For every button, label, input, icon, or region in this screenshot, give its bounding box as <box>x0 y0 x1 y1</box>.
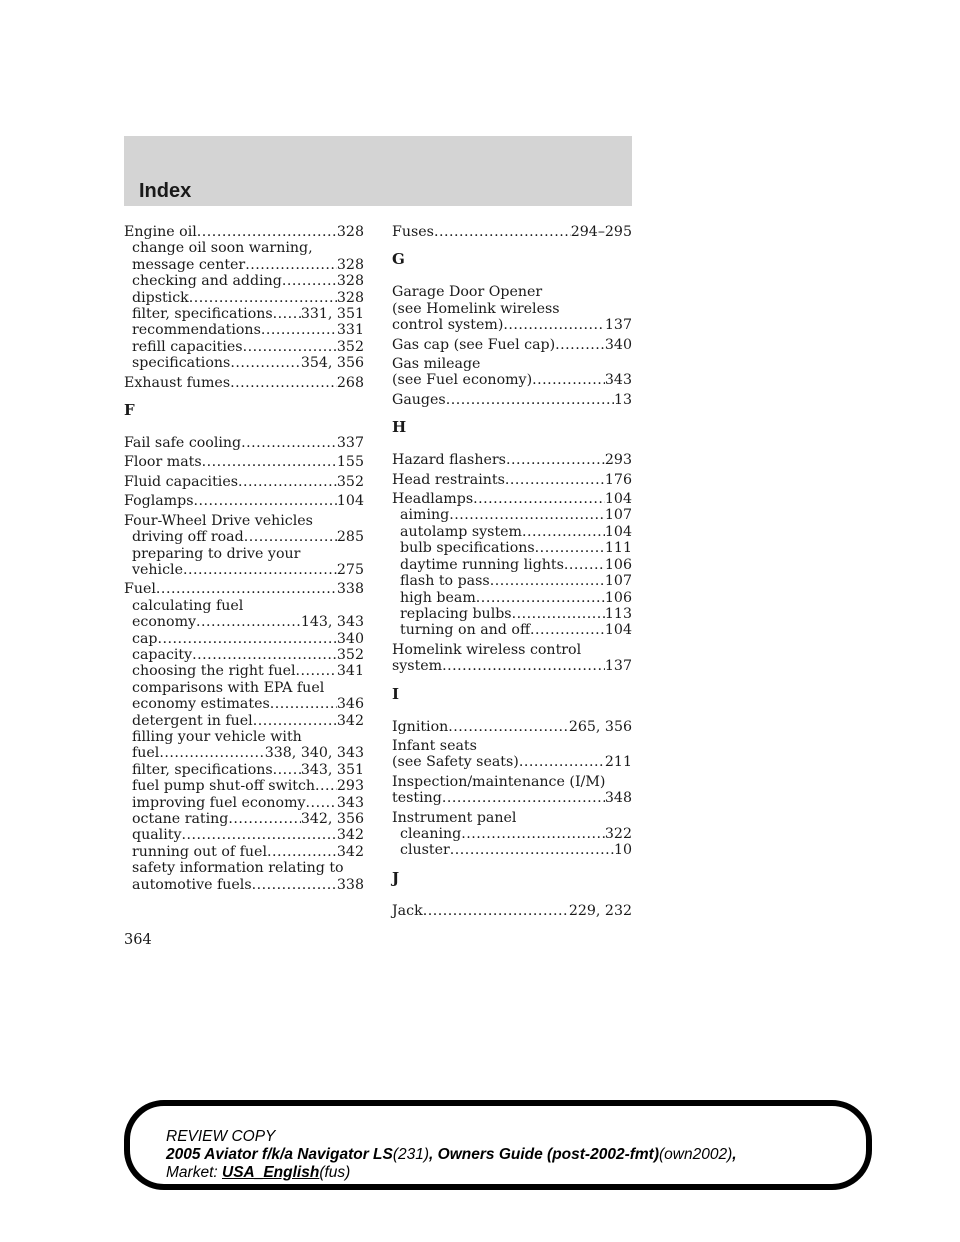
dot-leader <box>282 273 337 289</box>
index-entry <box>124 454 364 470</box>
entry-text: Ignition <box>392 718 449 735</box>
entry-text: Gas mileage <box>392 356 481 373</box>
index-entry-line <box>392 774 632 790</box>
index-entry-line <box>392 452 632 468</box>
dot-leader <box>448 719 569 735</box>
index-entry-line <box>392 337 632 353</box>
page-reference: 107 <box>604 573 632 590</box>
dot-leader <box>450 842 614 858</box>
dot-leader <box>270 696 337 712</box>
dot-leader <box>183 562 337 578</box>
index-entry <box>392 356 632 389</box>
footer-guide-code: (own2002) <box>659 1146 733 1163</box>
entry-text: replacing bulbs <box>400 605 512 622</box>
index-subentry <box>124 257 364 273</box>
entry-text: fuel pump shut-off switch <box>132 778 316 795</box>
dot-leader <box>315 778 337 794</box>
entry-text: Garage Door Opener <box>392 284 543 301</box>
index-subentry <box>124 273 364 289</box>
index-subentry <box>124 631 364 647</box>
index-subentry <box>124 696 364 712</box>
entry-text: Jack <box>392 902 423 919</box>
dot-leader <box>461 826 605 842</box>
entry-text: choosing the right fuel <box>132 663 296 680</box>
page-reference: 104 <box>604 491 632 508</box>
footer-text <box>166 1128 737 1182</box>
dot-leader <box>512 606 605 622</box>
dot-leader <box>189 290 337 306</box>
dot-leader <box>181 827 336 843</box>
dot-leader <box>530 622 605 638</box>
entry-text: turning on and off <box>400 622 531 639</box>
entry-text: driving off road <box>132 529 244 546</box>
footer-market-label: Market: <box>166 1164 218 1181</box>
page-reference: 341 <box>336 663 364 680</box>
page-reference: 338, 340, 343 <box>264 745 364 762</box>
entry-text: Head restraints <box>392 471 505 488</box>
dot-leader <box>196 614 301 630</box>
index-subentry <box>392 606 632 622</box>
dot-leader <box>228 811 300 827</box>
index-entry-line <box>124 224 364 240</box>
entry-text: Fuses <box>392 224 434 240</box>
entry-text: Gauges <box>392 391 446 408</box>
entry-text: cleaning <box>400 825 462 842</box>
index-entry-line <box>124 375 364 391</box>
index-subentry <box>124 529 364 545</box>
index-subentry <box>124 827 364 843</box>
entry-text: aiming <box>400 507 450 524</box>
dot-leader <box>245 257 337 273</box>
section-letter: H <box>392 418 407 437</box>
entry-text: Hazard flashers <box>392 452 506 469</box>
footer-vehicle-code: (231) <box>392 1146 430 1163</box>
dot-leader <box>273 762 301 778</box>
page-reference: 322 <box>604 825 632 842</box>
page-reference: 104 <box>604 622 632 639</box>
index-subentry <box>124 290 364 306</box>
index-entry-line <box>124 493 364 509</box>
entry-text: daytime running lights <box>400 556 564 573</box>
footer-market: USA_English <box>222 1164 320 1181</box>
index-entry <box>124 513 364 579</box>
page-reference: 328 <box>336 224 364 240</box>
index-entry-line <box>392 301 632 317</box>
index-entry <box>392 903 632 919</box>
index-entry <box>124 375 364 391</box>
index-subentry <box>124 762 364 778</box>
entry-text: Gas cap (see Fuel cap) <box>392 336 556 353</box>
index-entry-line <box>392 284 632 300</box>
section-letter: J <box>392 868 400 887</box>
index-entry-line <box>124 513 364 529</box>
index-entry-line <box>124 435 364 451</box>
page-reference: 343 <box>604 372 632 389</box>
entry-text: cap <box>132 630 158 647</box>
dot-leader <box>555 337 605 353</box>
index-entry <box>124 435 364 451</box>
entry-text: dipstick <box>132 289 189 306</box>
entry-text: (see Fuel economy) <box>392 372 533 389</box>
entry-text: system <box>392 658 443 675</box>
index-entry <box>392 719 632 735</box>
entry-text: calculating fuel <box>132 597 244 614</box>
dot-leader <box>158 631 337 647</box>
page-reference: 343 <box>336 794 364 811</box>
index-entry-line <box>392 754 632 770</box>
index-entry-line <box>392 472 632 488</box>
entry-text: autolamp system <box>400 523 523 540</box>
entry-text: change oil soon warning, <box>132 240 313 257</box>
entry-text: quality <box>132 827 182 844</box>
index-subentry <box>124 240 364 256</box>
dot-leader <box>446 392 614 408</box>
index-entry <box>392 642 632 675</box>
dot-leader <box>503 317 605 333</box>
index-subentry <box>124 795 364 811</box>
entry-text: Infant seats <box>392 737 477 754</box>
index-entry-line <box>392 491 632 507</box>
entry-text: filter, specifications <box>132 306 273 323</box>
index-entry-line <box>124 454 364 470</box>
dot-leader <box>423 903 569 919</box>
dot-leader <box>473 491 605 507</box>
page-reference: 331, 351 <box>300 306 364 323</box>
page-reference: 340 <box>604 336 632 353</box>
index-subentry <box>124 713 364 729</box>
entry-text: preparing to drive your <box>132 545 301 562</box>
entry-text: improving fuel economy <box>132 794 306 811</box>
page-reference: 342 <box>336 712 364 729</box>
dot-leader <box>505 472 605 488</box>
footer-vehicle-title: 2005 Aviator f/k/a Navigator LS <box>166 1146 393 1163</box>
page-reference: 137 <box>604 317 632 334</box>
page-reference: 338 <box>336 876 364 893</box>
index-subentry <box>124 663 364 679</box>
dot-leader <box>522 524 605 540</box>
page-reference: 13 <box>613 391 632 408</box>
page-reference: 104 <box>336 493 364 510</box>
dot-leader <box>197 224 337 240</box>
entry-text: (see Homelink wireless <box>392 300 560 317</box>
dot-leader <box>306 795 337 811</box>
index-entry <box>124 474 364 490</box>
index-entry-line <box>392 738 632 754</box>
dot-leader <box>238 474 337 490</box>
entry-text: Floor mats <box>124 454 202 471</box>
index-header-bar <box>124 136 632 206</box>
entry-text: comparisons with EPA fuel <box>132 679 325 696</box>
page-reference: 348 <box>604 790 632 807</box>
entry-text: octane rating <box>132 811 229 827</box>
entry-text: Homelink wireless control <box>392 641 582 658</box>
dot-leader <box>243 339 337 355</box>
index-subentry <box>124 614 364 630</box>
dot-leader <box>490 573 605 589</box>
index-entry <box>392 774 632 807</box>
entry-text: (see Safety seats) <box>392 754 519 771</box>
page-reference: 343, 351 <box>300 761 364 778</box>
dot-leader <box>519 754 605 770</box>
index-subentry <box>392 557 632 573</box>
entry-text: recommendations <box>132 322 261 339</box>
index-entry <box>392 224 632 240</box>
page-reference: 143, 343 <box>300 614 364 631</box>
index-entry-line <box>392 658 632 674</box>
dot-leader <box>442 790 605 806</box>
dot-leader <box>230 375 337 391</box>
index-subentry <box>392 622 632 638</box>
dot-leader <box>564 557 605 573</box>
page-reference: 111 <box>604 540 632 557</box>
dot-leader <box>442 658 605 674</box>
entry-text: message center <box>132 256 246 273</box>
index-entry <box>392 738 632 771</box>
dot-leader <box>434 224 571 240</box>
index-entry-line <box>124 581 364 597</box>
index-entry-line <box>392 356 632 372</box>
dot-leader <box>267 844 337 860</box>
index-subentry <box>124 598 364 614</box>
index-entry-line <box>392 810 632 826</box>
index-entry <box>392 472 632 488</box>
index-entry <box>392 392 632 408</box>
page-reference: 342 <box>336 827 364 844</box>
section-letter: I <box>392 684 400 703</box>
index-column-right <box>392 224 632 922</box>
index-subentry <box>124 729 364 745</box>
page-reference: 293 <box>336 778 364 795</box>
entry-text: capacity <box>132 646 193 663</box>
page-reference: 155 <box>336 454 364 471</box>
index-subentry <box>124 339 364 355</box>
entry-text: filling your vehicle with <box>132 728 302 745</box>
entry-text: Engine oil <box>124 224 197 240</box>
page-reference: 10 <box>613 842 632 859</box>
dot-leader <box>449 507 605 523</box>
index-entry-line <box>392 719 632 735</box>
index-subentry <box>124 355 364 371</box>
page-reference: 352 <box>336 646 364 663</box>
page-reference: 113 <box>604 605 632 622</box>
index-entry <box>124 581 364 893</box>
page-reference: 342, 356 <box>300 811 364 827</box>
page-reference: 331 <box>336 322 364 339</box>
page-reference: 106 <box>604 556 632 573</box>
page-reference: 104 <box>604 523 632 540</box>
index-subentry <box>392 826 632 842</box>
entry-text: bulb specifications <box>400 540 535 557</box>
page-reference: 176 <box>604 471 632 488</box>
dot-leader <box>202 454 337 470</box>
index-subentry <box>124 844 364 860</box>
page-reference: 229, 232 <box>568 902 632 919</box>
dot-leader <box>244 529 337 545</box>
dot-leader <box>156 581 337 597</box>
index-subentry <box>124 546 364 562</box>
entry-text: running out of fuel <box>132 843 267 860</box>
index-entry-line <box>392 224 632 240</box>
entry-text: specifications <box>132 355 231 372</box>
entry-text: Four-Wheel Drive vehicles <box>124 512 313 529</box>
section-letter: F <box>124 401 135 420</box>
index-subentry <box>124 860 364 876</box>
page-reference: 107 <box>604 507 632 524</box>
entry-text: filter, specifications <box>132 761 273 778</box>
index-entry-line <box>392 372 632 388</box>
page-reference: 268 <box>336 374 364 391</box>
entry-text: automotive fuels <box>132 876 252 893</box>
entry-text: high beam <box>400 589 476 606</box>
entry-text: Exhaust fumes <box>124 374 231 391</box>
page-reference: 275 <box>336 561 364 578</box>
index-entry <box>392 337 632 353</box>
index-subentry <box>124 680 364 696</box>
index-entry-line <box>392 790 632 806</box>
index-subentry <box>124 877 364 893</box>
page-reference: 346 <box>336 696 364 713</box>
index-subentry <box>392 524 632 540</box>
page-reference: 354, 356 <box>300 355 364 372</box>
dot-leader <box>535 540 605 556</box>
dot-leader <box>230 355 301 371</box>
entry-text: Fluid capacities <box>124 473 238 490</box>
entry-text: economy <box>132 614 197 631</box>
index-entry-line <box>392 903 632 919</box>
index-subentry <box>124 745 364 761</box>
footer-review-copy: REVIEW COPY <box>166 1128 276 1145</box>
entry-text: detergent in fuel <box>132 712 253 729</box>
dot-leader <box>532 372 605 388</box>
entry-text: flash to pass <box>400 573 490 590</box>
section-letter: G <box>392 250 405 269</box>
entry-text: control system) <box>392 317 504 334</box>
page-reference: 285 <box>336 529 364 546</box>
index-subentry <box>392 842 632 858</box>
index-subentry <box>392 590 632 606</box>
page-reference: 337 <box>336 435 364 452</box>
dot-leader <box>506 452 605 468</box>
entry-text: Headlamps <box>392 491 474 508</box>
index-entry-line <box>392 392 632 408</box>
index-column-left <box>124 224 364 896</box>
page-reference: 342 <box>336 843 364 860</box>
index-entry <box>124 493 364 509</box>
dot-leader <box>296 663 337 679</box>
entry-text: Inspection/maintenance (I/M) <box>392 773 606 790</box>
entry-text: Fail safe cooling <box>124 435 242 452</box>
page-reference: 211 <box>604 754 632 771</box>
dot-leader <box>252 877 337 893</box>
entry-text: economy estimates <box>132 696 270 713</box>
page-reference: 265, 356 <box>568 718 632 735</box>
index-entry <box>392 810 632 859</box>
review-copy-footer <box>124 1100 872 1190</box>
page-reference: 106 <box>604 589 632 606</box>
dot-leader <box>241 435 337 451</box>
entry-text: refill capacities <box>132 338 243 355</box>
footer-market-code: (fus) <box>319 1164 351 1181</box>
dot-leader <box>194 493 337 509</box>
page-reference: 338 <box>336 581 364 598</box>
footer-document-line <box>166 1146 737 1164</box>
index-subentry <box>392 573 632 589</box>
entry-text: cluster <box>400 842 450 859</box>
entry-text: Instrument panel <box>392 809 517 826</box>
page-reference: 293 <box>604 452 632 469</box>
index-subentry <box>124 562 364 578</box>
entry-text: checking and adding <box>132 273 282 290</box>
index-entry <box>392 284 632 333</box>
page-reference: 328 <box>336 289 364 306</box>
entry-text: testing <box>392 790 442 807</box>
page-reference: 328 <box>336 273 364 290</box>
index-subentry <box>124 778 364 794</box>
index-entry-line <box>124 474 364 490</box>
index-subentry <box>124 306 364 322</box>
index-entry <box>124 224 364 372</box>
entry-text: Fuel <box>124 581 156 598</box>
dot-leader <box>253 713 337 729</box>
dot-leader <box>273 306 301 322</box>
entry-text: vehicle <box>132 561 183 578</box>
index-subentry <box>392 540 632 556</box>
dot-leader <box>192 647 337 663</box>
page-number: 364 <box>124 932 152 948</box>
entry-text: safety information relating to <box>132 860 344 877</box>
footer-comma: , <box>732 1146 737 1163</box>
dot-leader <box>261 322 337 338</box>
index-entry-line <box>392 642 632 658</box>
page-title: Index <box>139 180 192 202</box>
entry-text: fuel <box>132 745 160 762</box>
dot-leader <box>476 590 605 606</box>
page-reference: 352 <box>336 338 364 355</box>
page-reference: 340 <box>336 630 364 647</box>
footer-guide-title: , Owners Guide (post-2002-fmt) <box>429 1146 659 1163</box>
index-subentry <box>392 507 632 523</box>
index-subentry <box>124 647 364 663</box>
entry-text: Foglamps <box>124 493 194 510</box>
index-entry <box>392 452 632 468</box>
index-entry-line <box>392 317 632 333</box>
page-reference: 294–295 <box>570 224 632 240</box>
dot-leader <box>159 745 264 761</box>
page-reference: 352 <box>336 473 364 490</box>
index-subentry <box>124 322 364 338</box>
footer-market-line <box>166 1164 737 1182</box>
index-entry <box>392 491 632 639</box>
index-subentry <box>124 811 364 827</box>
page-reference: 328 <box>336 256 364 273</box>
page-reference: 137 <box>604 658 632 675</box>
